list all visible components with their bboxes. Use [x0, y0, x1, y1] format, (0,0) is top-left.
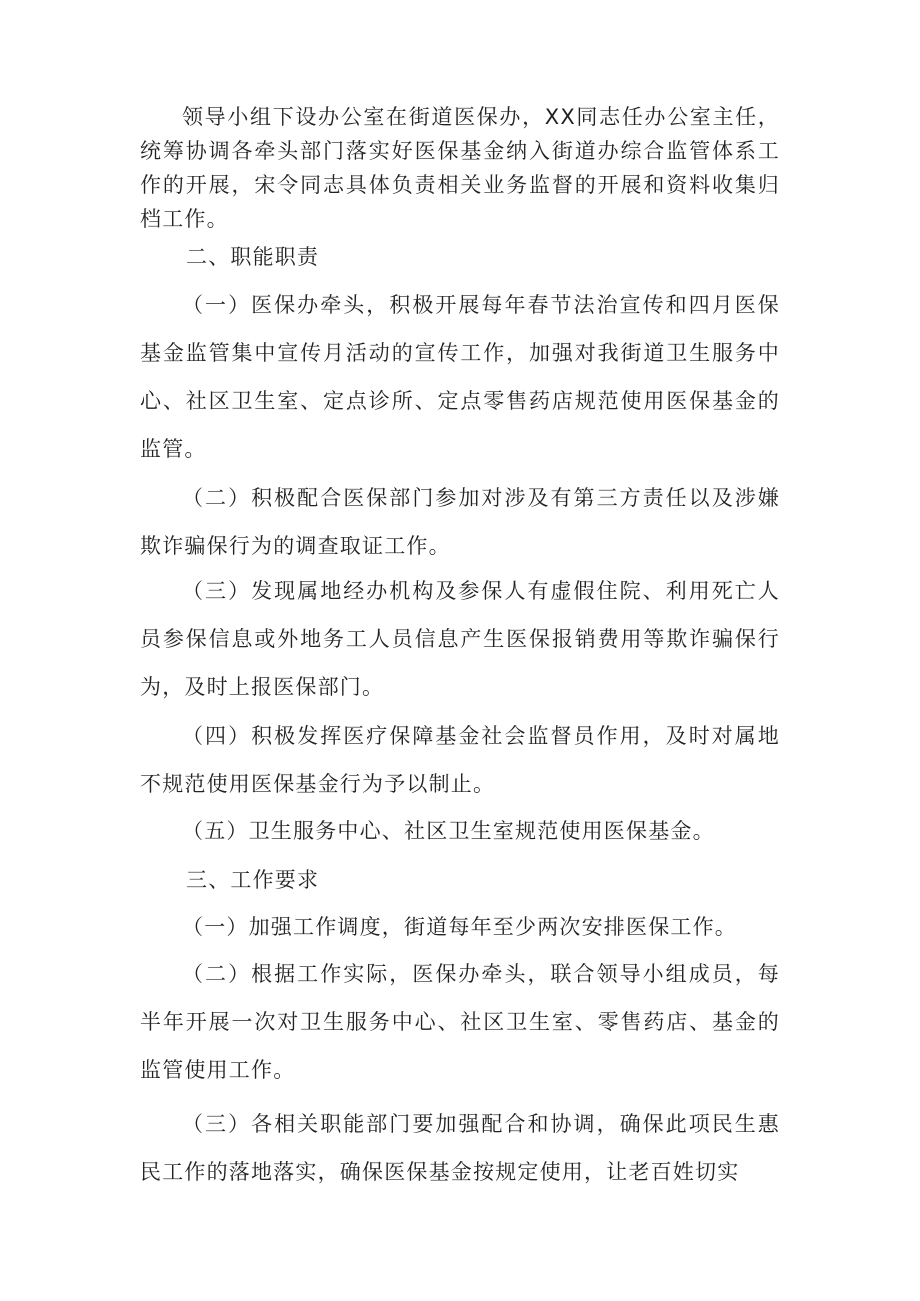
requirement-item-2: （二）根据工作实际，医保办牵头，联合领导小组成员，每半年开展一次对卫生服务中心、社区卫生室、零售药店、基金的监管使用工作。: [140, 962, 780, 1082]
section-heading-requirements: 三、工作要求: [186, 868, 320, 892]
duty-item-5: （五）卫生服务中心、社区卫生室规范使用医保基金。: [182, 819, 715, 843]
duty-item-4: （四）积极发挥医疗保障基金社会监督员作用，及时对属地不规范使用医保基金行为予以制止。: [140, 724, 780, 796]
requirement-item-3: （三）各相关职能部门要加强配合和协调，确保此项民生惠民工作的落地落实，确保医保基金按规定使用，让老百姓切实: [140, 1112, 780, 1184]
intro-paragraph: 领导小组下设办公室在街道医保办，XX同志任办公室主任，统筹协调各牵头部门落实好医保基金纳入街道办综合监管体系工作的开展，宋令同志具体负责相关业务监督的开展和资料收集归档工作。: [140, 105, 780, 231]
duty-item-3: （三）发现属地经办机构及参保人有虚假住院、利用死亡人员参保信息或外地务工人员信息产生医保报销费用等欺诈骗保行为，及时上报医保部门。: [140, 579, 780, 699]
duty-item-2: （二）积极配合医保部门参加对涉及有第三方责任以及涉嫌欺诈骗保行为的调查取证工作。: [140, 486, 780, 558]
requirement-item-1: （一）加强工作调度，街道每年至少两次安排医保工作。: [182, 915, 737, 939]
section-heading-duties: 二、职能职责: [186, 245, 320, 269]
duty-item-1: （一）医保办牵头，积极开展每年春节法治宣传和四月医保基金监管集中宣传月活动的宣传工作，加强对我街道卫生服务中心、社区卫生室、定点诊所、定点零售药店规范使用医保基金的监管。: [140, 293, 780, 461]
